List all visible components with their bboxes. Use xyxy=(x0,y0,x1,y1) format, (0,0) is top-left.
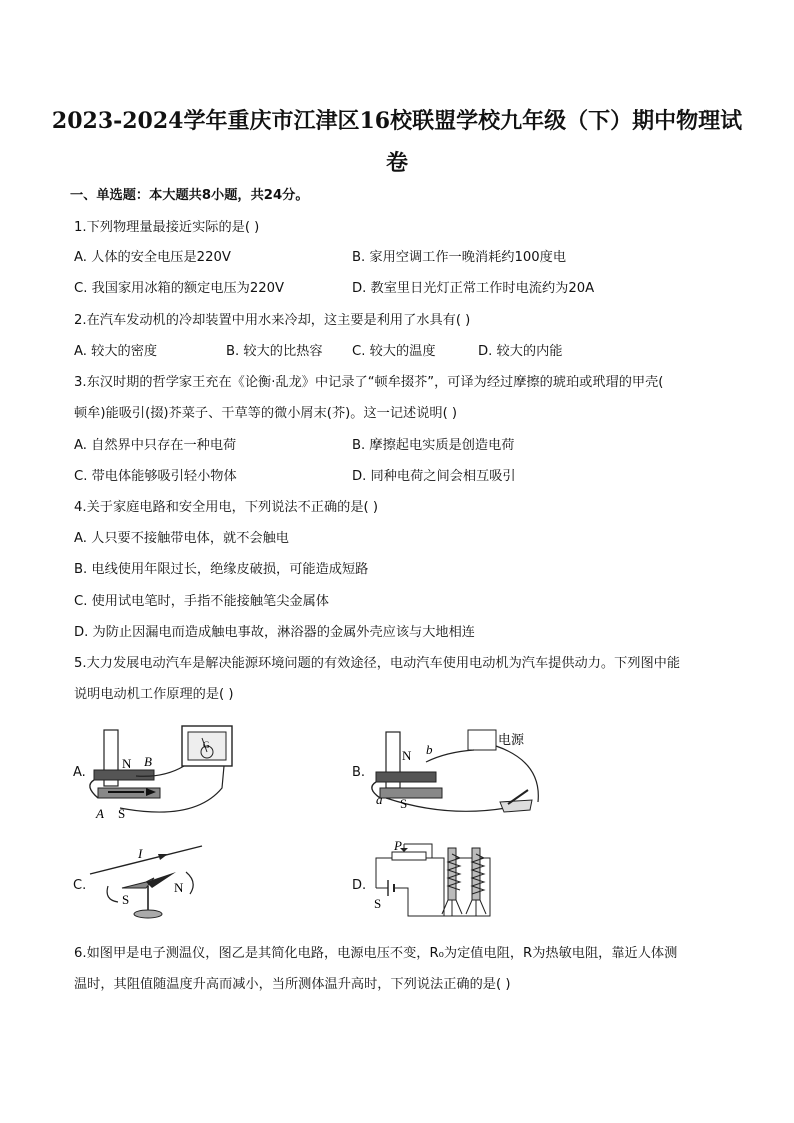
figure-b-power-label: 电源 xyxy=(498,732,525,747)
figure-b-n-label: N xyxy=(402,748,412,763)
section-heading: 一、单选题：本大题共8小题，共24分。 xyxy=(70,188,309,203)
question-3-stem-line1: 3.东汉时期的哲学家王充在《论衡·乱龙》中记录了“顿牟掇芥”，可译为经过摩擦的琥珀或玳瑁的甲壳( xyxy=(74,375,664,390)
question-1-option-c: C. 我国家用冰箱的额定电压为220V xyxy=(74,281,285,296)
question-3-stem-line2: 顿牟)能吸引(掇)芥菜子、干草等的微小屑末(芥)。这一记述说明( ) xyxy=(74,406,458,421)
figure-b-b-label: b xyxy=(426,742,433,757)
figure-b-a-label: a xyxy=(376,792,383,807)
figure-c-s-label: S xyxy=(122,892,130,907)
figure-b-s-label: S xyxy=(400,796,408,811)
question-1-stem: 1.下列物理量最接近实际的是( ) xyxy=(74,220,260,235)
question-4-option-c: C. 使用试电笔时，手指不能接触笔尖金属体 xyxy=(74,594,329,609)
question-3-option-c: C. 带电体能够吸引轻小物体 xyxy=(74,469,237,484)
figure-c-current-label: I xyxy=(138,846,143,861)
question-4-option-a: A. 人只要不接触带电体，就不会触电 xyxy=(74,531,289,546)
question-3-option-b: B. 摩擦起电实质是创造电荷 xyxy=(352,438,515,453)
question-5-stem-line2: 说明电动机工作原理的是( ) xyxy=(74,687,234,702)
question-4-stem: 4.关于家庭电路和安全用电，下列说法不正确的是( ) xyxy=(74,500,378,515)
figure-d-p-label: P xyxy=(394,838,402,853)
figure-c-n-label: N xyxy=(174,880,184,895)
question-5-option-c-label: C. xyxy=(73,878,87,893)
question-4-option-b: B. 电线使用年限过长，绝缘皮破损，可能造成短路 xyxy=(74,562,369,577)
question-2-option-b: B. 较大的比热容 xyxy=(226,344,323,359)
question-2-option-c: C. 较大的温度 xyxy=(352,344,436,359)
figure-a-a-label: A xyxy=(96,806,104,821)
question-1-option-b: B. 家用空调工作一晚消耗约100度电 xyxy=(352,250,567,265)
figure-d-electromagnet-circuit xyxy=(368,838,498,924)
figure-d-s-label: S xyxy=(374,896,382,911)
figure-a-b-label: B xyxy=(144,754,152,769)
question-2-option-d: D. 较大的内能 xyxy=(478,344,563,359)
question-5-option-d-label: D. xyxy=(352,878,367,893)
figure-c-compass-wire xyxy=(86,842,216,924)
figure-a-g-label: G xyxy=(203,740,210,750)
question-1-option-a: A. 人体的安全电压是220V xyxy=(74,250,231,265)
page-title: 2023-2024学年重庆市江津区16校联盟学校九年级（下）期中物理试 xyxy=(51,108,743,134)
question-6-stem-line2: 温时，其阻值随温度升高而减小，当所测体温升高时，下列说法正确的是( ) xyxy=(74,977,511,992)
question-1-option-d: D. 教室里日光灯正常工作时电流约为20A xyxy=(352,281,595,296)
question-3-option-d: D. 同种电荷之间会相互吸引 xyxy=(352,469,516,484)
question-5-stem-line1: 5.大力发展电动汽车是解决能源环境问题的有效途径，电动汽车使用电动机为汽车提供动力。下列图中能 xyxy=(74,656,681,671)
question-4-option-d: D. 为防止因漏电而造成触电事故，淋浴器的金属外壳应该与大地相连 xyxy=(74,625,475,640)
question-3-option-a: A. 自然界中只存在一种电荷 xyxy=(74,438,237,453)
figure-b-motor-circuit xyxy=(366,722,546,822)
question-6-stem-line1: 6.如图甲是电子测温仪，图乙是其简化电路，电源电压不变，R₀为定值电阻，R为热敏电阻，靠近人体测 xyxy=(74,946,678,961)
figure-a-galvanometer-circuit xyxy=(84,718,244,824)
question-5-option-b-label: B. xyxy=(352,765,366,780)
question-2-option-a: A. 较大的密度 xyxy=(74,344,158,359)
figure-a-n-label: N xyxy=(122,756,132,771)
page-title-continued: 卷 xyxy=(385,150,408,176)
question-2-stem: 2.在汽车发动机的冷却装置中用水来冷却，这主要是利用了水具有( ) xyxy=(74,313,471,328)
question-5-option-a-label: A. xyxy=(73,765,86,780)
figure-a-s-label: S xyxy=(118,806,126,821)
